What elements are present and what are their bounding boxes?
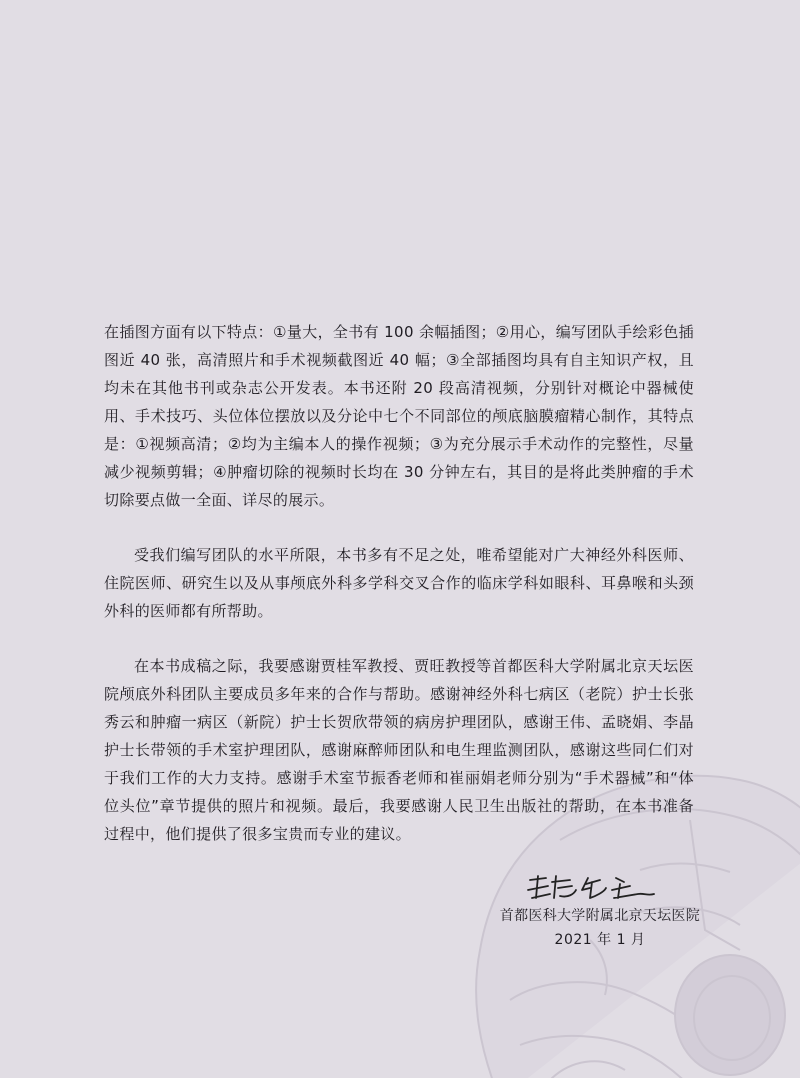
author-affiliation: 首都医科大学附属北京天坛医院 [499, 908, 700, 924]
paragraph-gap [104, 625, 694, 652]
preface-text [104, 318, 694, 848]
paragraph-illustrations: 在插图方面有以下特点：①量大，全书有 100 余幅插图；②用心，编写团队手绘彩色插图近 40 张，高清照片和手术视频截图近 40 幅；③全部插图均具有自主知识产权，且均未在其他书刊或杂志公开发表。本书还附 20 段高清视频，分别针对概论中器械使用、手术技巧、头位体位摆放以及分论中七个不同部位的颅底脑膜瘤精心制作，其特点是：①视频高清；②均为主编本人的操作视频；③为充分展示手术动作的完整性，尽量减少视频剪辑；④肿瘤切除的视频时长均在 30 分钟左右，其目的是将此类肿瘤的手术切除要点做一全面、详尽的展示。 [104, 323, 694, 509]
preface-date: 2021 年 1 月 [554, 932, 646, 948]
handwritten-signature [520, 868, 660, 908]
paragraph-gap [104, 514, 694, 541]
paragraph-acknowledgements: 在本书成稿之际，我要感谢贾桂军教授、贾旺教授等首都医科大学附属北京天坛医院颅底外科团队主要成员多年来的合作与帮助。感谢神经外科七病区（老院）护士长张秀云和肿瘤一病区（新院）护士长贺欣带领的病房护理团队，感谢王伟、孟晓娟、李晶护士长带领的手术室护理团队，感谢麻醉师团队和电生理监测团队，感谢这些同仁们对于我们工作的大力支持。感谢手术室节振香老师和崔丽娟老师分别为“手术器械”和“体位头位”章节提供的照片和视频。最后，我要感谢人民卫生出版社的帮助，在本书准备过程中，他们提供了很多宝贵而专业的建议。 [104, 657, 694, 843]
paragraph-limitations: 受我们编写团队的水平所限，本书多有不足之处，唯希望能对广大神经外科医师、住院医师、研究生以及从事颅底外科多学科交叉合作的临床学科如眼科、耳鼻喉和头颈外科的医师都有所帮助。 [104, 546, 694, 620]
